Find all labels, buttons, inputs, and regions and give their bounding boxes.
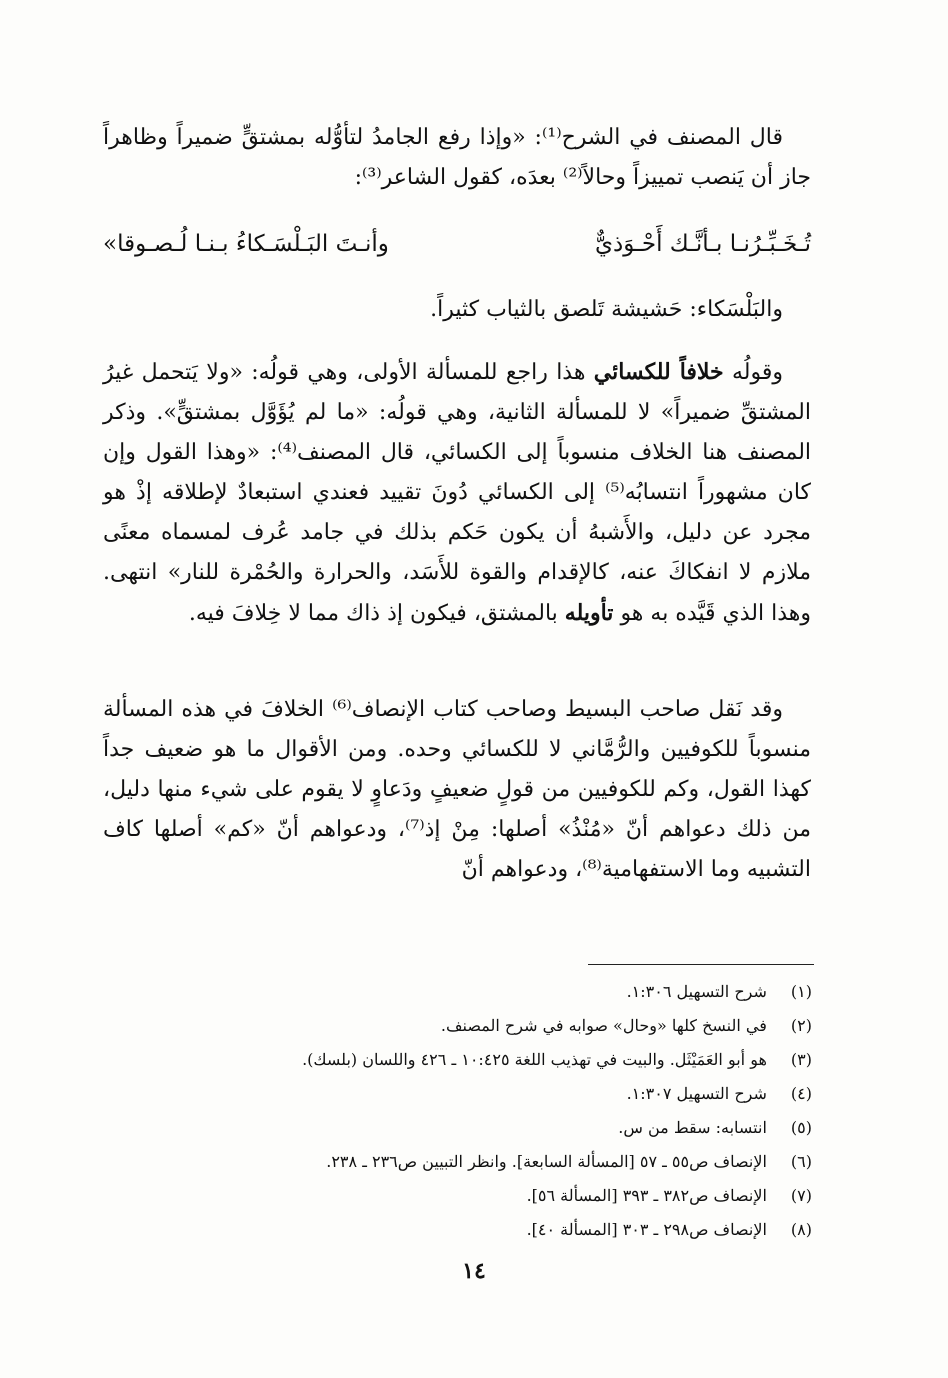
footnote-separator: [588, 964, 814, 965]
footnote-text: انتسابه: سقط من س.: [618, 1118, 767, 1137]
paragraph-2: [103, 290, 811, 330]
footnote-item: [180, 1213, 812, 1247]
paragraph-3-keyword-2: تأويله: [564, 600, 614, 626]
footnote-text: في النسخ كلها «وحال» صوابه في شرح المصنف.: [440, 1016, 767, 1035]
paragraph-4-text: وقد نَقل صاحب البسيط وصاحب كتاب الإنصاف⁽⁶⁾ الخلافَ في هذه المسألة منسوباً للكوفيين والرُّمَّاني لا للكسائي وحده. ومن الأقوال ما هو ضعيف جداً كهذا القول، وكم للكوفيين من قولٍ ضعيفٍ ودَعاوٍ لا يقوم على شيء منها دليل، من ذلك دعواهم أنّ «مُنْذُ» أصلها: مِنْ إذ⁽⁷⁾، ودعواهم أنّ «كم» أصلها كاف التشبيه وما الاستفهامية⁽⁸⁾، ودعواهم أنّ: [103, 697, 811, 882]
footnote-item: [180, 1009, 812, 1043]
paragraph-4: [103, 690, 811, 890]
footnotes-list: [180, 975, 812, 1247]
paragraph-1-text: قال المصنف في الشرح⁽¹⁾: «وإذا رفع الجامدُ لتأوُّله بمشتقٍّ ضميراً وظاهراً جاز أن يَنصب تمييزاً وحالاً⁽²⁾ بعدَه، كقول الشاعر⁽³⁾:: [103, 125, 811, 190]
footnote-text: الإنصاف ص٥٥ ـ ٥٧ [المسألة السابعة]. وانظر التبيين ص٢٣٦ ـ ٢٣٨.: [326, 1152, 767, 1171]
footnote-text: شرح التسهيل ١:٣٠٦.: [626, 982, 767, 1001]
footnote-number: (٢): [790, 1016, 812, 1035]
paragraph-3: [103, 352, 811, 634]
footnote-item: [180, 975, 812, 1009]
footnote-item: [180, 1145, 812, 1179]
footnote-item: [180, 1077, 812, 1111]
page-number: ١٤: [462, 1258, 486, 1284]
paragraph-1: [103, 118, 811, 198]
footnote-text: هو أبو العَمَيْثَل. والبيت في تهذيب اللغة ١٠:٤٢٥ ـ ٤٢٦ واللسان (بلسك).: [302, 1050, 767, 1069]
footnote-item: [180, 1043, 812, 1077]
poetry-verse: [103, 222, 811, 266]
footnote-item: [180, 1111, 812, 1145]
paragraph-3-keyword: خلافاً للكسائي: [593, 359, 724, 385]
footnote-item: [180, 1179, 812, 1213]
paragraph-3-end: بالمشتق، فيكون إذ ذاك مما لا خِلافَ فيه.: [188, 601, 558, 626]
footnote-text: الإنصاف ص٣٨٢ ـ ٣٩٣ [المسألة ٥٦].: [526, 1186, 767, 1205]
footnote-number: (٥): [790, 1118, 812, 1137]
paragraph-3-text: هذا راجع للمسألة الأولى، وهي قولُه: «ولا يَتحمل غيرُ المشتقِّ ضميراً» لا للمسألة الثانية، وهي قولُه: «ما لم يُؤَوَّل بمشتقٍّ». وذكر المصنف هنا الخلاف منسوباً إلى الكسائي، قال المصنف⁽⁴⁾: «وهذا القول وإن كان مشهوراً انتسابُه⁽⁵⁾ إلى الكسائي دُونَ تقييد فعندي استبعادٌ لإطلاقه إذْ هو مجرد عن دليل، والأَشبهُ أن يكون حَكم بذلك في جامد عُرف لمسماه معنًى ملازم لا انفكاكَ عنه، كالإقدام والقوة للأَسَد، والحرارة والحُمْرة للنار» انتهى. وهذا الذي قَيَّده به هو: [103, 360, 812, 626]
footnote-number: (٣): [790, 1050, 812, 1069]
footnote-number: (٤): [790, 1084, 812, 1103]
footnote-text: شرح التسهيل ١:٣٠٧.: [626, 1084, 767, 1103]
footnote-number: (٦): [790, 1152, 812, 1171]
footnote-number: (١): [790, 982, 812, 1001]
verse-second-hemistich: وأنـتَ البَـلْسَـكاءُ بـنـا لُـصـوقا»: [103, 231, 389, 257]
footnote-number: (٧): [790, 1186, 812, 1205]
paragraph-2-text: والبَلْسَكاء: حَشيشة تَلصق بالثياب كثيراً.: [430, 297, 783, 322]
footnote-text: الإنصاف ص٢٩٨ ـ ٣٠٣ [المسألة ٤٠].: [526, 1220, 767, 1239]
verse-first-hemistich: تُـخَـبِّـرُنـا بـأنَّـك أَحْـوَذيٌّ: [594, 231, 811, 257]
paragraph-3-start: وقولُه: [732, 360, 784, 385]
footnote-number: (٨): [790, 1220, 812, 1239]
